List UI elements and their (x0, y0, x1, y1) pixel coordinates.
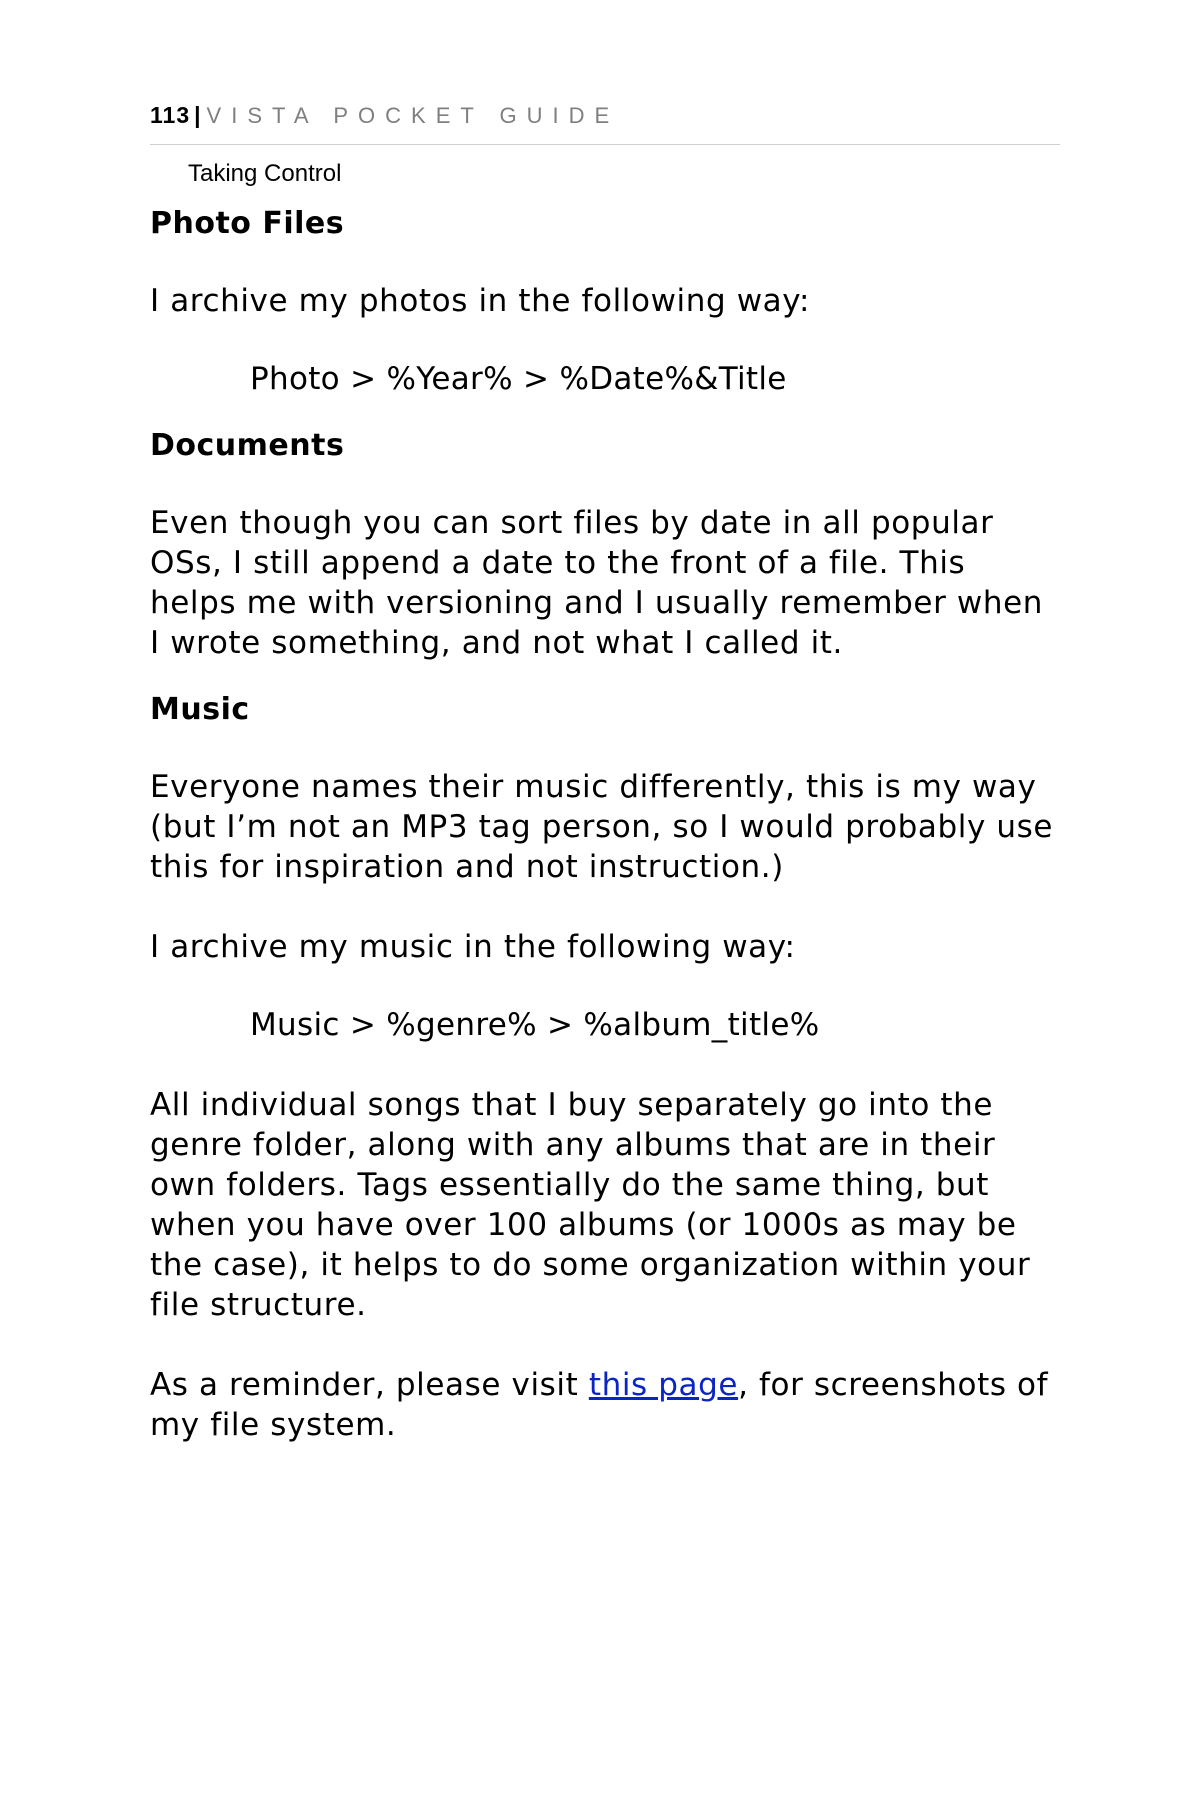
section-heading-photo-files: Photo Files (150, 206, 345, 241)
reminder-text-before: As a reminder, please visit (150, 1367, 589, 1403)
section-heading-documents: Documents (150, 428, 345, 463)
documents-paragraph: Even though you can sort files by date in all popular OSs, I still append a date to the front of a file. This helps me with versioning and I usually remember when I wrote something, and not what I called it. (150, 505, 1044, 661)
reminder-paragraph (150, 1365, 1060, 1445)
chapter-title: Taking Control (188, 160, 342, 187)
reminder-text-after: , for screenshots of my file system. (150, 1367, 1049, 1443)
header-separator: | (194, 102, 201, 128)
this-page-link[interactable]: this page (588, 1367, 739, 1403)
music-folder-path: Music > %genre% > %album_title% (250, 1007, 820, 1043)
book-title: VISTA POCKET GUIDE (206, 103, 620, 128)
running-header (150, 100, 1060, 130)
photo-folder-path: Photo > %Year% > %Date%&Title (250, 361, 787, 397)
page-number: 113 (150, 102, 191, 128)
music-paragraph-naming: Everyone names their music differently, this is my way (but I’m not an MP3 tag person, so I would probably use this for inspiration and not instruction.) (150, 769, 1054, 885)
header-divider (150, 144, 1060, 145)
section-heading-music: Music (150, 692, 250, 727)
photo-intro-paragraph: I archive my photos in the following way: (150, 283, 810, 319)
music-paragraph-organization: All individual songs that I buy separately go into the genre folder, along with any albums that are in their own folders. Tags essentially do the same thing, but when you have over 100 albums (or 1000s as may be the case), it helps to do some organization within your file structure. (150, 1087, 1031, 1323)
document-page (150, 100, 1060, 1445)
music-intro-paragraph: I archive my music in the following way: (150, 929, 796, 965)
